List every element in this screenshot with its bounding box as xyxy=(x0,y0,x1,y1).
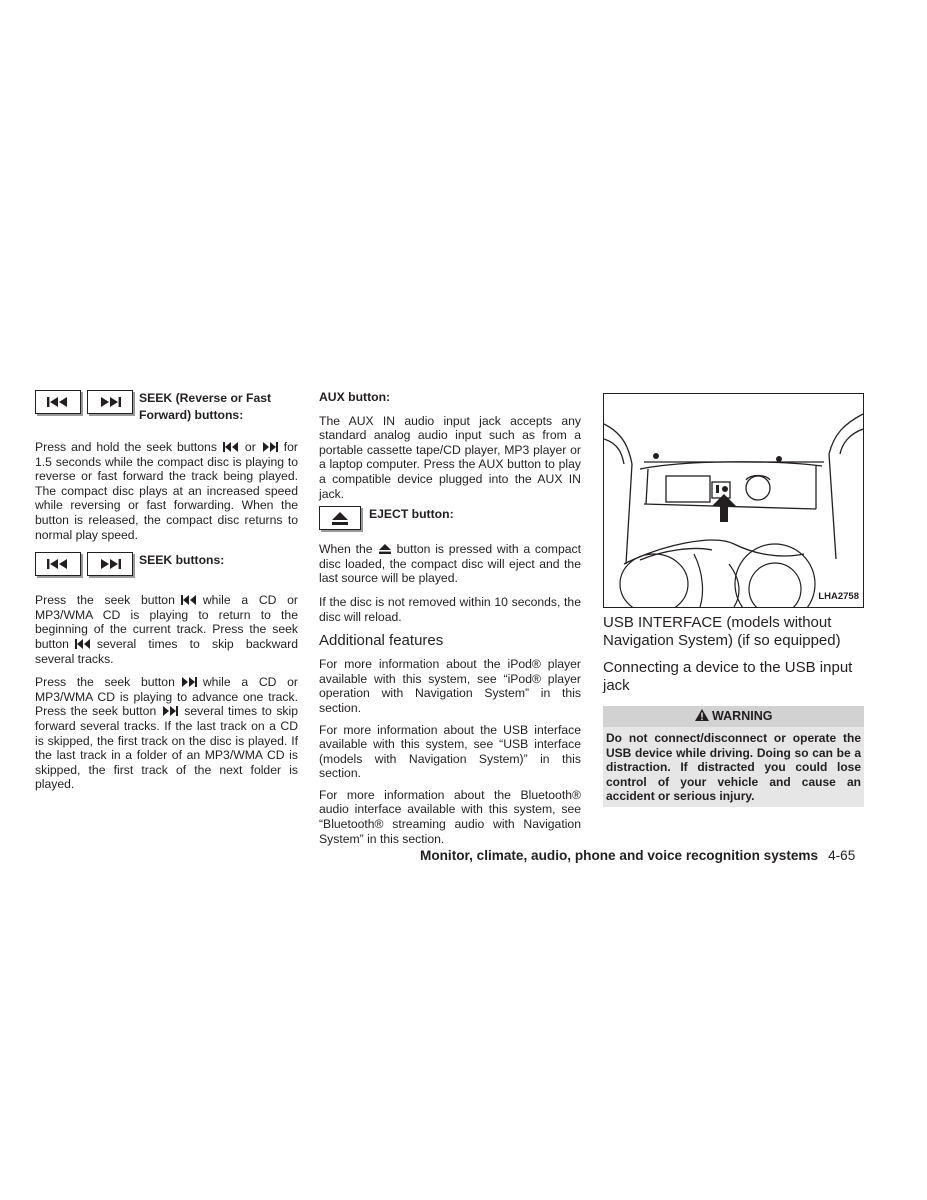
warning-header xyxy=(603,706,864,727)
seek-label: SEEK buttons: xyxy=(139,553,225,568)
skip-back-icon xyxy=(75,639,91,649)
seek-reverse-key xyxy=(35,552,81,576)
reload-paragraph: If the disc is not removed within 10 seconds, the disc will reload. xyxy=(319,594,581,624)
left-column xyxy=(35,390,298,792)
console-illustration xyxy=(604,394,863,607)
usb-jack-figure xyxy=(603,393,864,608)
ipod-paragraph: For more information about the iPod® player available with this system, see “iPod® player operation with Navigation System” in this section. xyxy=(319,657,581,715)
figure-code: LHA2758 xyxy=(818,591,859,603)
seek-forward-key xyxy=(87,390,133,414)
warning-text: Do not connect/disconnect or operate the USB device while driving. Doing so can be a distraction. If distracted you could lose control of your vehicle and cause an accident or serious injury. xyxy=(603,727,864,807)
skip-back-icon xyxy=(45,396,71,408)
eject-paragraph: When the button is pressed with a compact disc loaded, the compact disc will eject and the last source will be played. xyxy=(319,542,581,586)
seek-forward-paragraph: Press the seek button while a CD or MP3/WMA CD is playing to advance one track. Press the seek button several times to skip forward several tracks. If the last track on a CD is skipped, the first track on the disc is played. If the last track in a folder of an MP3/WMA CD is skipped, the first track of the next folder is played. xyxy=(35,675,298,792)
additional-features-heading: Additional features xyxy=(319,632,444,650)
usb-interface-heading: USB INTERFACE (models without Navigation System) (if so equipped) xyxy=(603,614,841,649)
right-column xyxy=(603,393,864,807)
eject-icon xyxy=(332,512,348,525)
skip-back-icon xyxy=(223,442,239,452)
middle-column xyxy=(319,390,581,846)
aux-paragraph: The AUX IN audio input jack accepts any standard analog audio input such as from a portable cassette tape/CD player, MP3 player or a laptop computer. Press the AUX button to play a compatible device plugged into the AUX IN jack. xyxy=(319,413,581,501)
seek-forward-key xyxy=(87,552,133,576)
bluetooth-paragraph: For more information about the Bluetooth® audio interface available with this system, see “Bluetooth® streaming audio with Navigation System” in this section. xyxy=(319,787,581,846)
connecting-device-heading: Connecting a device to the USB input jack xyxy=(603,659,853,694)
warning-title: WARNING xyxy=(712,709,773,723)
usb-paragraph: For more information about the USB interface available with this system, see “USB interface (models with Navigation System)” in this section. xyxy=(319,722,581,781)
warning-icon xyxy=(695,709,709,721)
warning-box xyxy=(603,706,864,807)
seek-reverse-key xyxy=(35,390,81,414)
seek-rf-paragraph: Press and hold the seek buttons or for 1.5 seconds while the compact disc is playing to reverse or fast forward the track being played. The compact disc plays at an increased speed while reversing or fast forwarding. When the button is released, the compact disc returns to normal play speed. xyxy=(35,440,298,542)
eject-key xyxy=(319,506,361,530)
skip-forward-icon xyxy=(162,706,178,716)
seek-back-paragraph: Press the seek button while a CD or MP3/WMA CD is playing to return to the beginning of the current track. Press the seek button several times to skip backward several tracks. xyxy=(35,593,298,666)
page-number: 4-65 xyxy=(828,848,856,863)
skip-back-icon xyxy=(45,558,71,570)
skip-back-icon xyxy=(181,595,197,605)
seek-rf-label: SEEK (Reverse or Fast Forward) buttons: xyxy=(139,391,272,422)
skip-forward-icon xyxy=(262,442,278,452)
skip-forward-icon xyxy=(181,677,197,687)
aux-heading: AUX button: xyxy=(319,390,391,404)
page-footer xyxy=(420,848,865,863)
eject-button-row xyxy=(319,506,581,530)
eject-icon xyxy=(379,544,391,554)
section-title: Monitor, climate, audio, phone and voice recognition systems xyxy=(420,848,819,863)
seek-button-row xyxy=(35,552,298,576)
skip-forward-icon xyxy=(97,558,123,570)
skip-forward-icon xyxy=(97,396,123,408)
eject-label: EJECT button: xyxy=(369,507,454,522)
seek-rf-button-row xyxy=(35,390,298,424)
